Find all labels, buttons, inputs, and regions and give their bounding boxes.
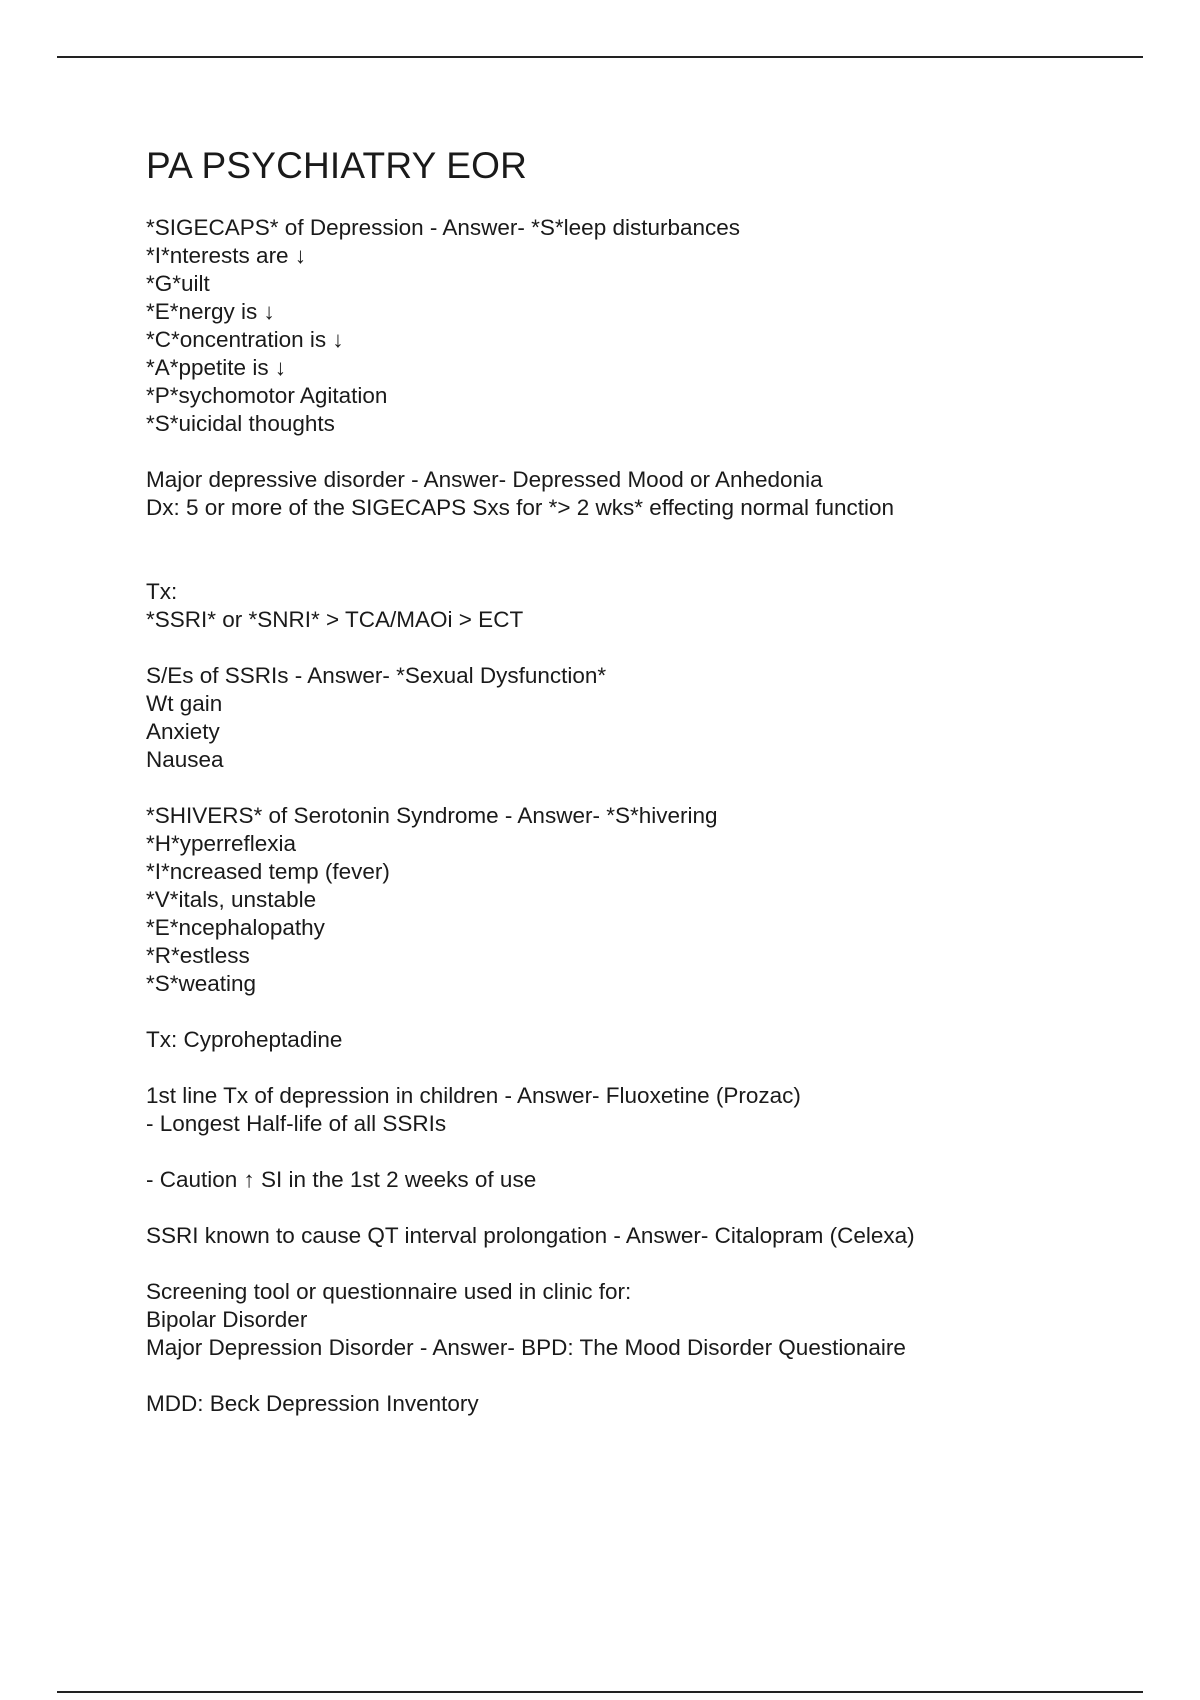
text-line: Wt gain xyxy=(146,691,223,716)
flashcard-ssri-side-effects xyxy=(146,662,915,774)
text-line: Anxiety xyxy=(146,719,220,744)
spacer xyxy=(146,1194,915,1222)
text-line: 1st line Tx of depression in children - Answer- Fluoxetine (Prozac) xyxy=(146,1083,801,1108)
text-line: S/Es of SSRIs - Answer- *Sexual Dysfunction* xyxy=(146,663,607,688)
top-divider xyxy=(57,56,1143,58)
text-line: *SHIVERS* of Serotonin Syndrome - Answer- *S*hivering xyxy=(146,803,718,828)
flashcard-screening-tool xyxy=(146,1278,915,1362)
text-line: - Longest Half-life of all SSRIs xyxy=(146,1111,447,1136)
spacer xyxy=(146,438,915,466)
text-line: *C*oncentration is ↓ xyxy=(146,327,344,352)
text-line: Nausea xyxy=(146,747,224,772)
text-line: Dx: 5 or more of the SIGECAPS Sxs for *> 2 wks* effecting normal function xyxy=(146,495,895,520)
text-line: Tx: Cyproheptadine xyxy=(146,1027,343,1052)
text-line: *V*itals, unstable xyxy=(146,887,317,912)
text-line: Tx: xyxy=(146,579,178,604)
text-line: *I*ncreased temp (fever) xyxy=(146,859,390,884)
text-line: *SIGECAPS* of Depression - Answer- *S*leep disturbances xyxy=(146,215,741,240)
flashcard-qt-prolongation xyxy=(146,1222,915,1250)
flashcard-treatment xyxy=(146,578,915,634)
flashcard-shivers xyxy=(146,802,915,998)
spacer xyxy=(146,1362,915,1390)
flashcard-sigecaps xyxy=(146,214,915,438)
text-line: *H*yperreflexia xyxy=(146,831,297,856)
text-line: Screening tool or questionnaire used in clinic for: xyxy=(146,1279,632,1304)
document-body xyxy=(146,214,915,1418)
spacer xyxy=(146,634,915,662)
text-line: SSRI known to cause QT interval prolongation - Answer- Citalopram (Celexa) xyxy=(146,1223,915,1248)
page-title: PA PSYCHIATRY EOR xyxy=(146,145,528,186)
text-line: *I*nterests are ↓ xyxy=(146,243,307,268)
text-line: *R*estless xyxy=(146,943,250,968)
bottom-divider xyxy=(57,1691,1143,1693)
text-line: - Caution ↑ SI in the 1st 2 weeks of use xyxy=(146,1167,537,1192)
spacer xyxy=(146,522,915,578)
text-line: *SSRI* or *SNRI* > TCA/MAOi > ECT xyxy=(146,607,524,632)
spacer xyxy=(146,1054,915,1082)
flashcard-serotonin-treatment xyxy=(146,1026,915,1054)
spacer xyxy=(146,998,915,1026)
text-line: Major Depression Disorder - Answer- BPD: The Mood Disorder Questionaire xyxy=(146,1335,906,1360)
spacer xyxy=(146,1138,915,1166)
spacer xyxy=(146,1250,915,1278)
flashcard-caution xyxy=(146,1166,915,1194)
text-line: *S*weating xyxy=(146,971,257,996)
spacer xyxy=(146,774,915,802)
text-line: Bipolar Disorder xyxy=(146,1307,308,1332)
text-line: Major depressive disorder - Answer- Depressed Mood or Anhedonia xyxy=(146,467,823,492)
flashcard-beck-inventory xyxy=(146,1390,915,1418)
flashcard-pediatric-depression xyxy=(146,1082,915,1138)
text-line: *E*nergy is ↓ xyxy=(146,299,275,324)
text-line: *P*sychomotor Agitation xyxy=(146,383,388,408)
text-line: *G*uilt xyxy=(146,271,210,296)
text-line: *S*uicidal thoughts xyxy=(146,411,335,436)
text-line: *E*ncephalopathy xyxy=(146,915,325,940)
flashcard-major-depressive-disorder xyxy=(146,466,915,522)
text-line: MDD: Beck Depression Inventory xyxy=(146,1391,479,1416)
text-line: *A*ppetite is ↓ xyxy=(146,355,287,380)
